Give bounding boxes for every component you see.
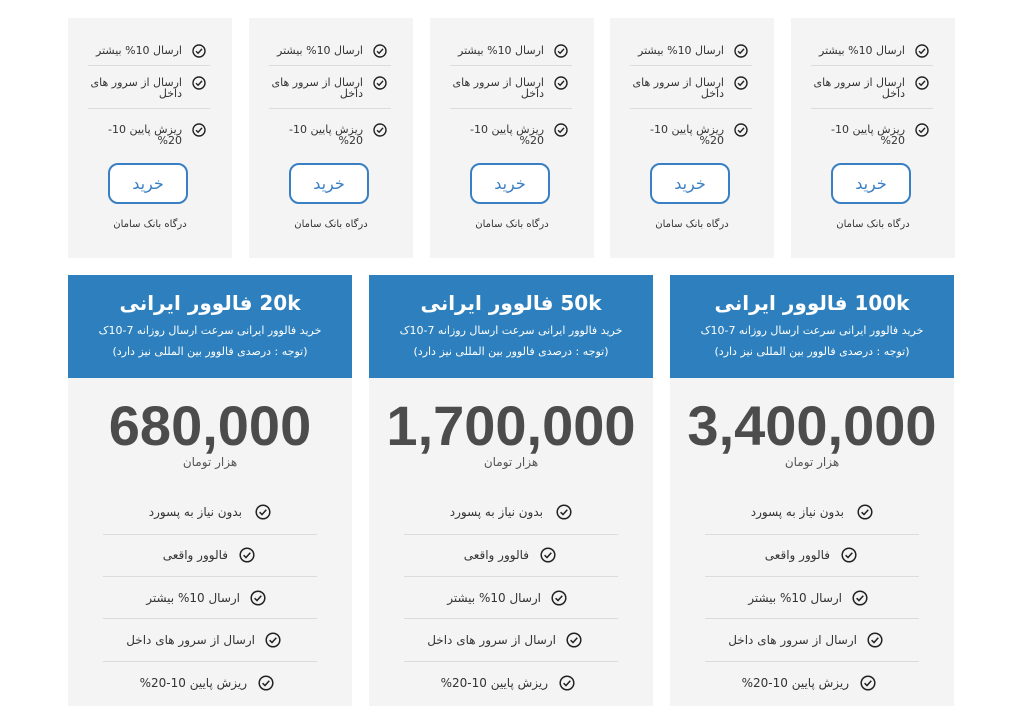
pricing-card-small <box>791 18 955 258</box>
feature-text: ارسال 10% بیشتر <box>819 44 905 57</box>
check-circle-icon <box>857 504 873 520</box>
price-unit: هزار تومان <box>483 455 539 469</box>
check-circle-icon <box>258 675 274 691</box>
feature-text: ریزش پایین 10-20% <box>288 123 363 147</box>
check-circle-icon <box>915 76 929 90</box>
feature-text: ارسال 10% بیشتر <box>447 591 541 605</box>
check-circle-icon <box>734 76 748 90</box>
check-circle-icon <box>559 675 575 691</box>
divider <box>705 661 919 662</box>
check-circle-icon <box>915 123 929 137</box>
feature-text: بدون نیاز به پسورد <box>750 505 844 519</box>
price-unit: هزار تومان <box>182 455 238 469</box>
feature-item <box>369 548 653 568</box>
feature-text: ارسال از سرور های داخل <box>728 633 857 647</box>
check-circle-icon <box>373 123 387 137</box>
feature-item <box>670 548 954 568</box>
check-circle-icon <box>867 632 883 648</box>
check-circle-icon <box>734 123 748 137</box>
plan-title: 20k فالوور ایرانی <box>119 291 301 315</box>
payment-gateway-label: درگاه بانک سامان <box>294 219 368 230</box>
check-circle-icon <box>554 76 568 90</box>
feature-text: ارسال 10% بیشتر <box>96 44 182 57</box>
check-circle-icon <box>852 590 868 606</box>
plan-description: خرید فالوور ایرانی سرعت ارسال روزانه 7-10ک (توجه : درصدی فالوور بین المللی نیز دارد) <box>700 324 924 358</box>
buy-button[interactable]: خرید <box>650 163 730 204</box>
feature-text: ارسال 10% بیشتر <box>277 44 363 57</box>
divider <box>269 65 391 66</box>
check-circle-icon <box>554 44 568 58</box>
divider <box>450 108 572 109</box>
pricing-card-small <box>249 18 413 258</box>
check-circle-icon <box>734 44 748 58</box>
divider <box>705 576 919 577</box>
feature-text: ارسال 10% بیشتر <box>458 44 544 57</box>
divider <box>705 618 919 619</box>
feature-item <box>670 591 954 611</box>
feature-item <box>369 505 653 525</box>
feature-text: ریزش پایین 10-20% <box>830 123 905 147</box>
payment-gateway-label: درگاه بانک سامان <box>113 219 187 230</box>
divider <box>811 65 933 66</box>
feature-text: ارسال 10% بیشتر <box>638 44 724 57</box>
pricing-card-small <box>68 18 232 258</box>
divider <box>404 661 618 662</box>
pricing-card-20k <box>68 275 352 706</box>
check-circle-icon <box>250 590 266 606</box>
plan-header <box>670 275 954 378</box>
feature-item <box>68 548 352 568</box>
feature-item <box>670 505 954 525</box>
divider <box>811 108 933 109</box>
divider <box>103 618 317 619</box>
price-unit: هزار تومان <box>784 455 840 469</box>
divider <box>88 108 210 109</box>
feature-text: ارسال از سرور های داخل <box>452 76 544 100</box>
feature-item <box>369 676 653 696</box>
divider <box>630 65 752 66</box>
divider <box>103 661 317 662</box>
check-circle-icon <box>860 675 876 691</box>
divider <box>404 534 618 535</box>
divider <box>705 534 919 535</box>
check-circle-icon <box>540 547 556 563</box>
check-circle-icon <box>915 44 929 58</box>
feature-item <box>68 505 352 525</box>
feature-text: ارسال از سرور های داخل <box>632 76 724 100</box>
buy-button[interactable]: خرید <box>831 163 911 204</box>
check-circle-icon <box>239 547 255 563</box>
plan-price: 3,400,000 <box>687 394 937 457</box>
divider <box>103 534 317 535</box>
feature-item <box>670 633 954 653</box>
check-circle-icon <box>841 547 857 563</box>
feature-text: فالوور واقعی <box>162 548 228 562</box>
plan-description: خرید فالوور ایرانی سرعت ارسال روزانه 7-10ک (توجه : درصدی فالوور بین المللی نیز دارد) <box>399 324 623 358</box>
plan-price: 680,000 <box>108 394 312 457</box>
divider <box>269 108 391 109</box>
divider <box>630 108 752 109</box>
feature-item <box>369 591 653 611</box>
payment-gateway-label: درگاه بانک سامان <box>836 219 910 230</box>
feature-text: ریزش پایین 10-20% <box>741 676 849 690</box>
pricing-card-small <box>430 18 594 258</box>
plan-description: خرید فالوور ایرانی سرعت ارسال روزانه 7-10ک (توجه : درصدی فالوور بین المللی نیز دارد) <box>98 324 322 358</box>
check-circle-icon <box>556 504 572 520</box>
feature-text: ریزش پایین 10-20% <box>139 676 247 690</box>
buy-button[interactable]: خرید <box>470 163 550 204</box>
plan-price: 1,700,000 <box>386 394 636 457</box>
pricing-card-50k <box>369 275 653 706</box>
check-circle-icon <box>566 632 582 648</box>
check-circle-icon <box>192 44 206 58</box>
feature-text: فالوور واقعی <box>764 548 830 562</box>
payment-gateway-label: درگاه بانک سامان <box>655 219 729 230</box>
divider <box>404 576 618 577</box>
feature-text: بدون نیاز به پسورد <box>148 505 242 519</box>
check-circle-icon <box>373 76 387 90</box>
feature-item <box>68 633 352 653</box>
feature-text: ارسال از سرور های داخل <box>271 76 363 100</box>
feature-text: ارسال از سرور های داخل <box>126 633 255 647</box>
check-circle-icon <box>551 590 567 606</box>
feature-item <box>68 676 352 696</box>
plan-title: 100k فالوور ایرانی <box>714 291 910 315</box>
feature-text: ریزش پایین 10-20% <box>649 123 724 147</box>
feature-text: ریزش پایین 10-20% <box>440 676 548 690</box>
check-circle-icon <box>265 632 281 648</box>
feature-text: ریزش پایین 10-20% <box>469 123 544 147</box>
feature-text: ریزش پایین 10-20% <box>107 123 182 147</box>
divider <box>103 576 317 577</box>
divider <box>404 618 618 619</box>
feature-text: ارسال از سرور های داخل <box>90 76 182 100</box>
payment-gateway-label: درگاه بانک سامان <box>475 219 549 230</box>
plan-header <box>369 275 653 378</box>
buy-button[interactable]: خرید <box>289 163 369 204</box>
plan-title: 50k فالوور ایرانی <box>420 291 602 315</box>
pricing-card-small <box>610 18 774 258</box>
feature-text: ارسال از سرور های داخل <box>813 76 905 100</box>
feature-item <box>369 633 653 653</box>
feature-text: ارسال از سرور های داخل <box>427 633 556 647</box>
divider <box>88 65 210 66</box>
check-circle-icon <box>192 76 206 90</box>
feature-text: ارسال 10% بیشتر <box>748 591 842 605</box>
check-circle-icon <box>373 44 387 58</box>
check-circle-icon <box>255 504 271 520</box>
feature-text: فالوور واقعی <box>463 548 529 562</box>
feature-item <box>68 591 352 611</box>
feature-item <box>670 676 954 696</box>
feature-text: ارسال 10% بیشتر <box>146 591 240 605</box>
plan-header <box>68 275 352 378</box>
check-circle-icon <box>192 123 206 137</box>
buy-button[interactable]: خرید <box>108 163 188 204</box>
check-circle-icon <box>554 123 568 137</box>
divider <box>450 65 572 66</box>
pricing-card-100k <box>670 275 954 706</box>
feature-text: بدون نیاز به پسورد <box>449 505 543 519</box>
